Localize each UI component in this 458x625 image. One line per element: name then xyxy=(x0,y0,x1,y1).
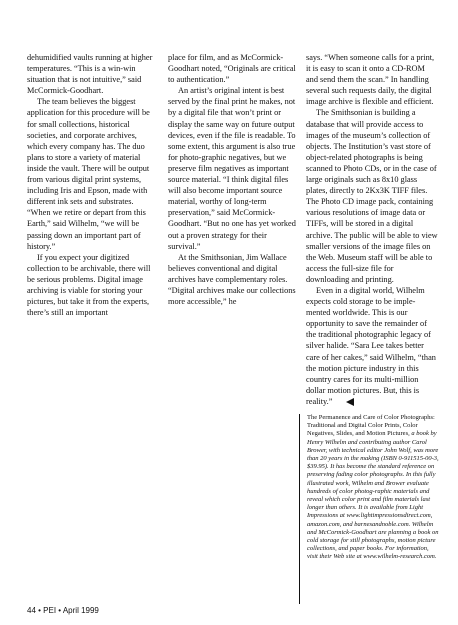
paragraph: dehumidified vaults running at higher temperatures. “This is a win-win situation that is not intuitive,” said McCormick-Goodhart. xyxy=(27,53,153,96)
paragraph: The team believes the biggest application for this procedure will be for small collections, historical societies, and corporate archives, which every company has. The duo plans to store a variety of material inside the vault. There will be output from various digital print systems, including Iris and Epson, made with different ink sets and substrates. “When we retire or depart from this Earth,” said Wilhelm, “we will be passing down an important part of history.” xyxy=(27,97,150,251)
page-footer: 44 • PEI • April 1999 xyxy=(27,606,99,615)
paragraph: An artist’s original intent is best served by the final print he makes, not by a digital file that won’t print or display the same way on future output devices, even if the file is readable. To some extent, this argument is also true for photo-graphic negatives, but we preserve film negatives as important source material. “I think digital files will also become important source material, worthy of long-term preservation,” said McCormick-Goodhart. “But no one has yet worked out a proven strategy for their survival.” xyxy=(168,86,296,251)
paragraph-text: Even in a digital world, Wilhelm expects cold storage to be imple-mented worldwide. This is our opportunity to save the remainder of the traditional photographic legacy of silver halide. “Sara Lee takes better care of her cakes,” said Wilhelm, “than the motion picture industry in this country cares for its multi-million dollar motion pictures. But, this is reality.” xyxy=(306,285,436,406)
sidebar-body: a book by Henry Wilhelm and contributing author Carol Brower, with technical editor John Wolf, was more than 20 years in the making (ISBN 0-911515-00-3, $39.95). It has become the standard reference on preserving fading color photographs. In this fully illustrated work, Wilhelm and Brower evaluate hundreds of color photog-raphic materials and reveal which color print and film materials last longer than others. It is available from Light Impressions at www.lightimpressionsdirect.com, amazon.com, and barnesandnoble.com. Wilhelm and McCormick-Goodhart are planning a book on cold storage for still photographs, motion picture collections, and paper books. For information, visit their Web site at www.wilhelm-research.com. xyxy=(307,430,439,561)
paragraph: The Smithsonian is building a database that will provide access to images of the museum’s collection of objects. The Institution’s vast store of object-related photographs is being scanned to Photo CDs, or in the case of large originals such as 8x10 glass plates, directly to 2Kx3K TIFF files. The Photo CD image pack, containing various resolutions of image data or TIFFs, will be stored in a digital archive. The public will be able to view smaller versions of the image files on the Web. Museum staff will be able to access the full-size file for downloading and printing. xyxy=(306,108,438,284)
paragraph: place for film, and as McCormick-Goodhart noted, “Originals are critical to authentication.” xyxy=(168,53,296,85)
paragraph: says. “When someone calls for a print, it is easy to scan it onto a CD-ROM and send them the scan.” In handling several such requests daily, the digital image archive is flexible and efficient. xyxy=(306,53,435,107)
text-column-3 xyxy=(306,52,438,407)
paragraph xyxy=(306,285,438,407)
paragraph: At the Smithsonian, Jim Wallace believes conventional and digital archives have complementary roles. “Digital archives make our collections more accessible,” he xyxy=(168,252,296,307)
text-column-2 xyxy=(168,52,296,307)
paragraph: If you expect your digitized collection to be archivable, there will be serious problems. Digital image archiving is viable for storing your pictures, but take it from the experts, there’s still an important xyxy=(27,252,151,318)
end-of-article-icon xyxy=(346,398,354,406)
sidebar-book-title: The Permanence and Care of Color Photographs: Traditional and Digital Color Prints, Color Negatives, Slides, and Motion Pictures, xyxy=(307,414,435,438)
book-sidebar xyxy=(299,414,439,604)
text-column-1 xyxy=(27,52,157,318)
